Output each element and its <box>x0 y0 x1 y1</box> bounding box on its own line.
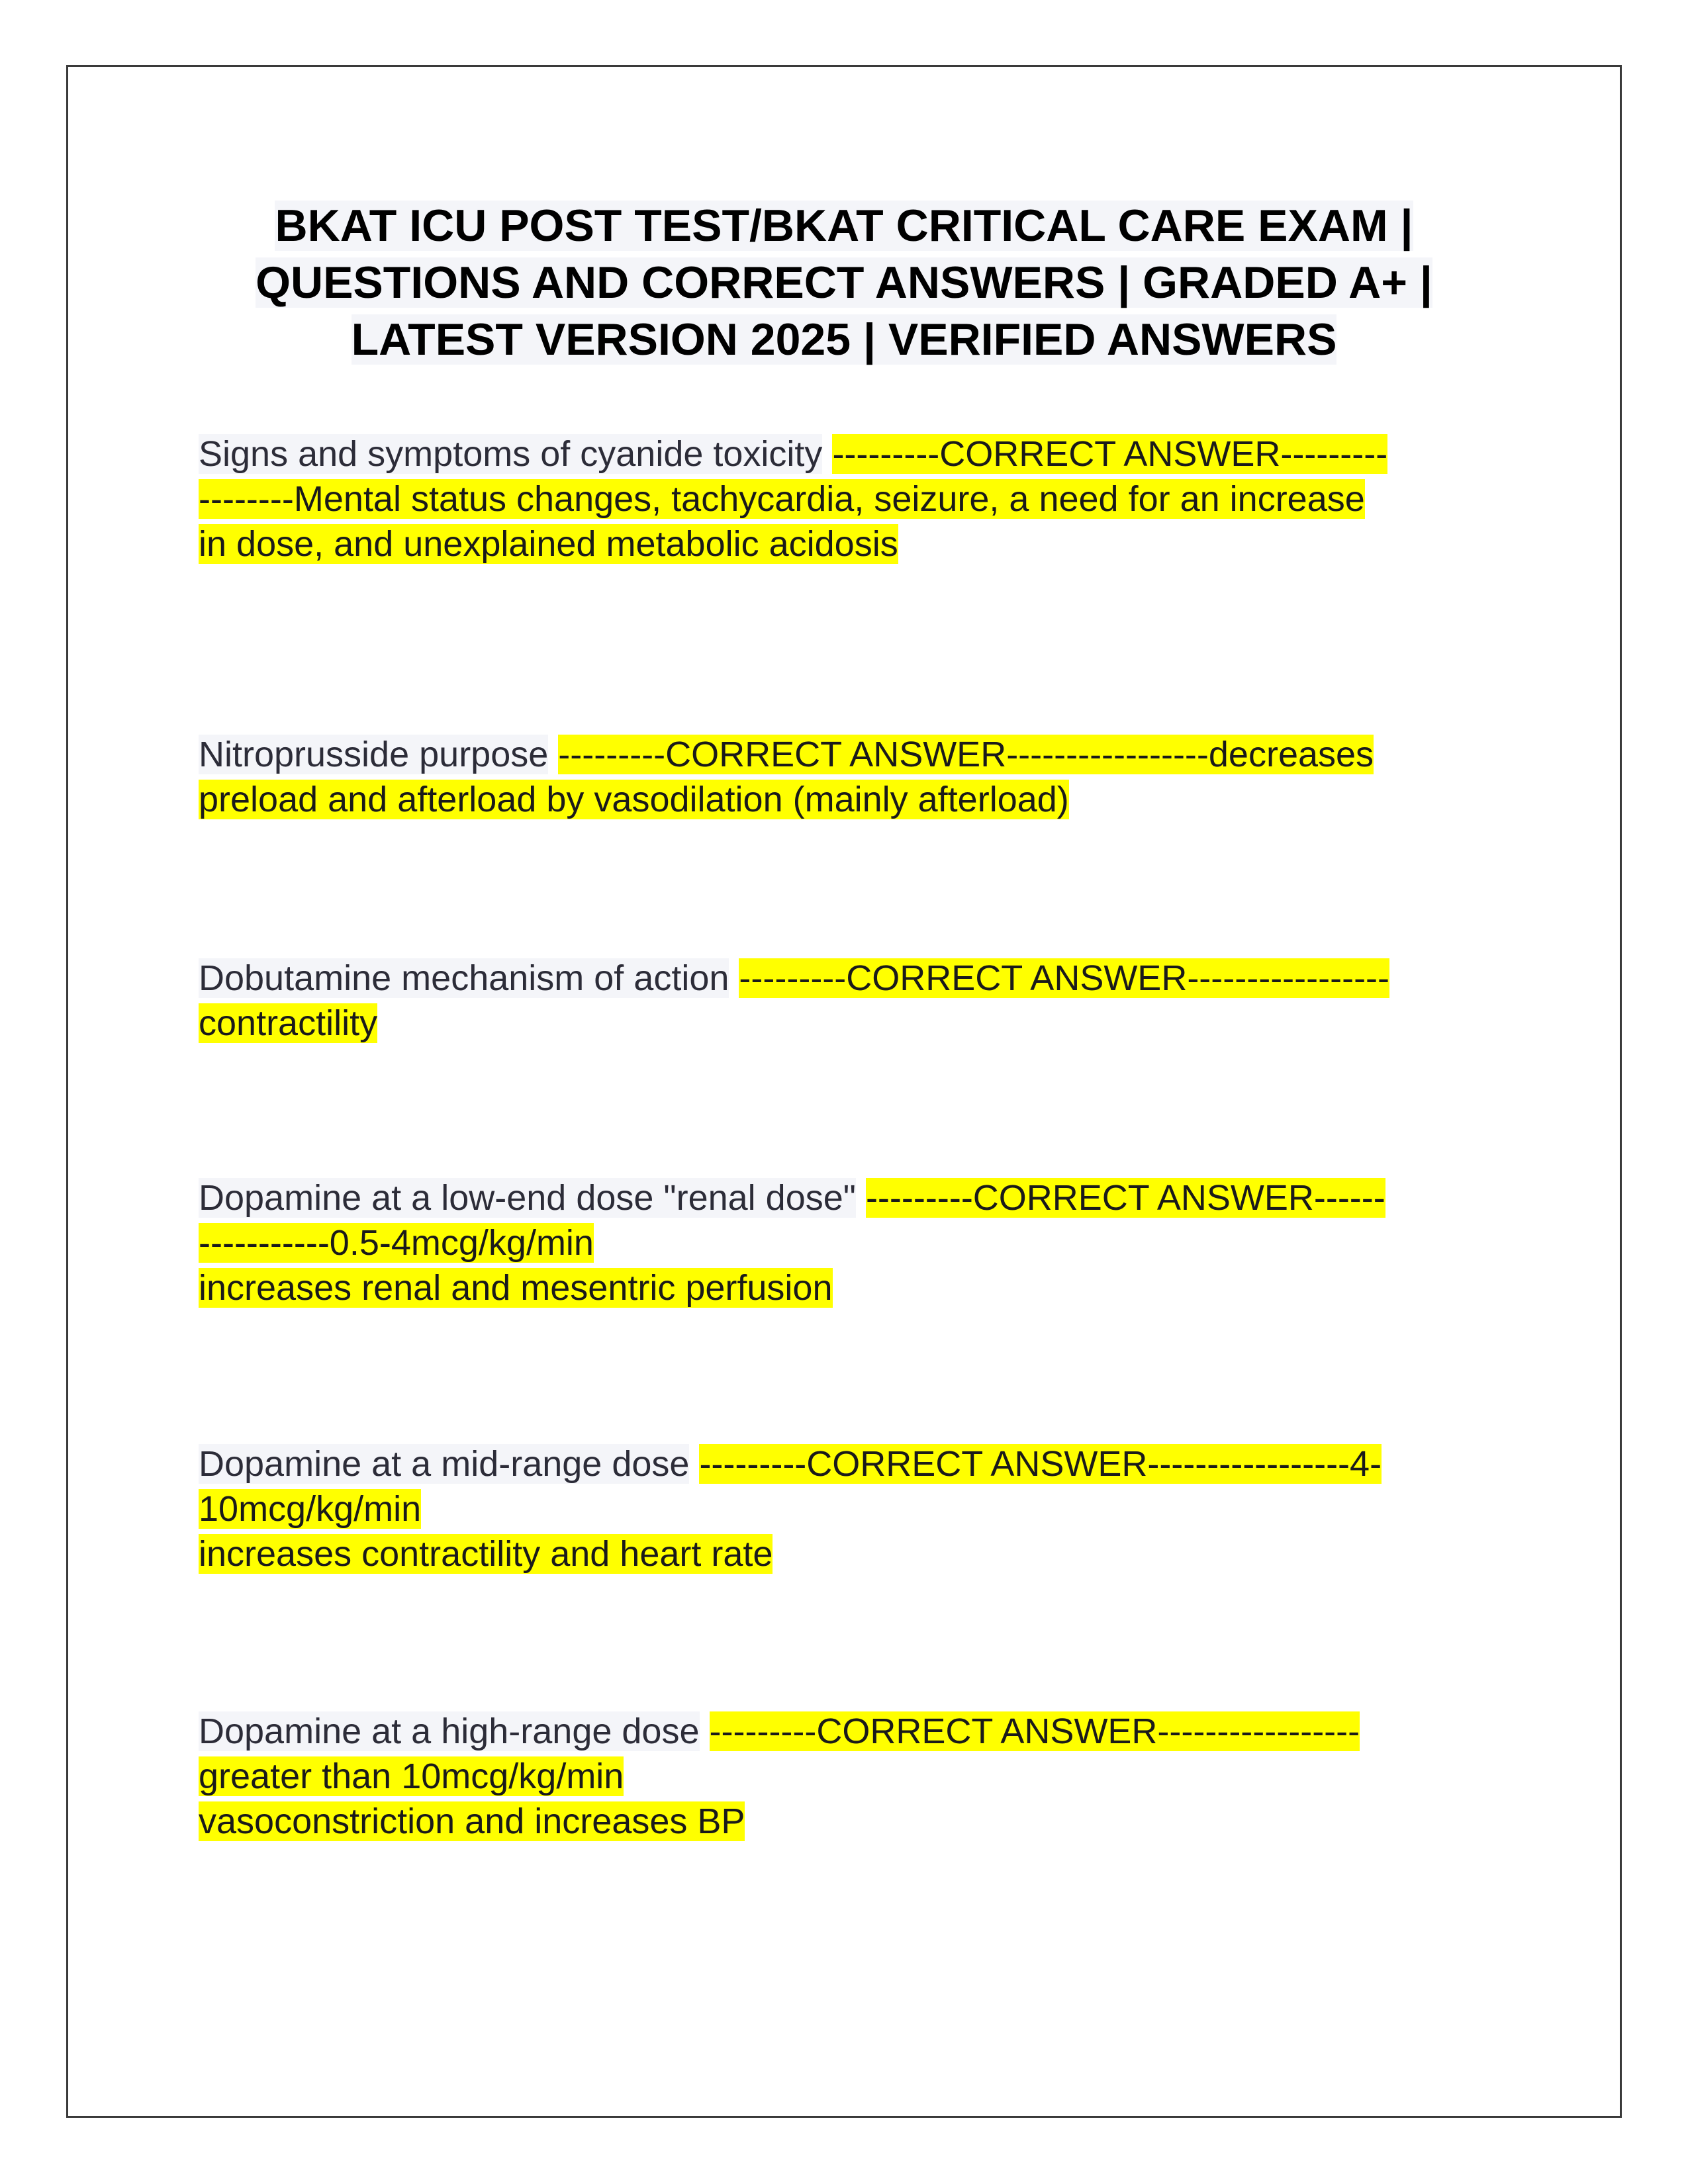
qa-item-dopamine-low <box>199 1175 1496 1310</box>
answer-text: greater than 10mcg/kg/min <box>199 1756 624 1796</box>
answer-text: ---------CORRECT ANSWER----------------- <box>739 958 1390 998</box>
answer-text: contractility <box>199 1003 378 1043</box>
qa-item-nitroprusside <box>199 732 1496 822</box>
document-title <box>199 197 1489 368</box>
answer-text: preload and afterload by vasodilation (mainly afterload) <box>199 780 1069 819</box>
answer-text: increases contractility and heart rate <box>199 1534 773 1574</box>
qa-item-dopamine-high <box>199 1709 1496 1844</box>
question-text: Dopamine at a high-range dose <box>199 1711 700 1751</box>
answer-text: ---------CORRECT ANSWER------ <box>865 1178 1385 1218</box>
answer-text: --------Mental status changes, tachycardia, seizure, a need for an increase <box>199 479 1365 519</box>
qa-item-dopamine-mid <box>199 1441 1496 1576</box>
question-text: Nitroprusside purpose <box>199 735 549 774</box>
answer-text: in dose, and unexplained metabolic acidosis <box>199 524 898 564</box>
qa-item-dobutamine <box>199 956 1496 1046</box>
question-text: Dopamine at a low-end dose "renal dose" <box>199 1178 856 1218</box>
answer-text: ---------CORRECT ANSWER-----------------decreases <box>558 735 1374 774</box>
answer-text: ---------CORRECT ANSWER-----------------4- <box>699 1444 1382 1484</box>
answer-text: ---------CORRECT ANSWER----------------- <box>709 1711 1360 1751</box>
answer-text: vasoconstriction and increases BP <box>199 1801 745 1841</box>
question-text: Dobutamine mechanism of action <box>199 958 729 998</box>
question-text: Dopamine at a mid-range dose <box>199 1444 690 1484</box>
document-title-text: BKAT ICU POST TEST/BKAT CRITICAL CARE EXAM | QUESTIONS AND CORRECT ANSWERS | GRADED A+ | LATEST VERSION 2025 | VERIFIED ANSWERS <box>256 201 1432 365</box>
answer-text: ---------CORRECT ANSWER--------- <box>832 434 1388 474</box>
answer-text: -----------0.5-4mcg/kg/min <box>199 1223 594 1263</box>
question-text: Signs and symptoms of cyanide toxicity <box>199 434 823 474</box>
answer-text: 10mcg/kg/min <box>199 1489 422 1529</box>
answer-text: increases renal and mesentric perfusion <box>199 1268 833 1308</box>
qa-item-cyanide-toxicity <box>199 432 1496 567</box>
